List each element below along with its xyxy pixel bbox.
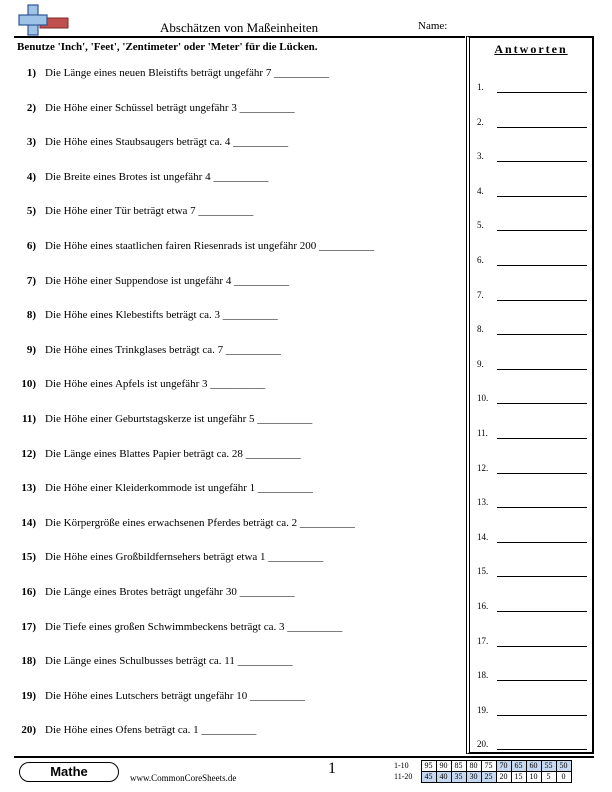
answer-blank[interactable] bbox=[497, 161, 587, 162]
question-number: 11) bbox=[21, 413, 36, 425]
score-cell: 50 bbox=[556, 761, 571, 772]
question-20 bbox=[14, 724, 465, 740]
question-9 bbox=[14, 344, 465, 360]
score-cell: 25 bbox=[481, 772, 496, 783]
answer-number: 5. bbox=[477, 220, 484, 231]
answer-number: 8. bbox=[477, 324, 484, 335]
score-cell: 95 bbox=[421, 761, 436, 772]
answer-row-16 bbox=[477, 601, 589, 613]
answer-number: 18. bbox=[477, 670, 489, 681]
name-label: Name: bbox=[418, 20, 448, 32]
answer-blank[interactable] bbox=[497, 576, 587, 577]
answer-row-19 bbox=[477, 705, 589, 717]
question-text: Die Tiefe eines großen Schwimmbeckens beträgt ca. 3 __________ bbox=[45, 620, 343, 633]
answer-number: 20. bbox=[477, 739, 489, 750]
question-number: 10) bbox=[21, 378, 36, 391]
score-row bbox=[394, 761, 571, 772]
question-text: Die Höhe einer Schüssel beträgt ungefähr 3 __________ bbox=[45, 101, 295, 114]
answer-row-1 bbox=[477, 82, 589, 94]
answer-blank[interactable] bbox=[497, 334, 587, 335]
answer-blank[interactable] bbox=[497, 127, 587, 128]
instructions: Benutze 'Inch', 'Feet', 'Zentimeter' oder 'Meter' für die Lücken. bbox=[17, 41, 318, 53]
questions-panel bbox=[14, 36, 465, 754]
answer-blank[interactable] bbox=[497, 369, 587, 370]
answer-blank[interactable] bbox=[497, 265, 587, 266]
question-15 bbox=[14, 551, 465, 567]
question-number: 17) bbox=[21, 620, 36, 633]
question-5 bbox=[14, 205, 465, 221]
answers-header: Antworten bbox=[494, 42, 568, 56]
answer-column bbox=[466, 36, 594, 754]
question-10 bbox=[14, 378, 465, 394]
score-cell: 15 bbox=[511, 772, 526, 783]
question-text: Die Länge eines Blattes Papier beträgt ca. 28 __________ bbox=[45, 447, 301, 460]
score-cell: 85 bbox=[451, 761, 466, 772]
question-text: Die Höhe eines Staubsaugers beträgt ca. 4 __________ bbox=[45, 136, 289, 149]
question-1 bbox=[14, 67, 465, 83]
score-row bbox=[394, 772, 571, 783]
question-12 bbox=[14, 448, 465, 464]
question-number: 18) bbox=[21, 655, 36, 668]
question-text: Die Höhe eines staatlichen fairen Riesenrads ist ungefähr 200 __________ bbox=[45, 240, 374, 252]
score-row-label: 1-10 bbox=[394, 761, 409, 770]
answer-row-5 bbox=[477, 220, 589, 232]
answer-blank[interactable] bbox=[497, 611, 587, 612]
question-text: Die Länge eines Brotes beträgt ungefähr 30 __________ bbox=[45, 586, 295, 598]
question-text: Die Breite eines Brotes ist ungefähr 4 __________ bbox=[45, 170, 269, 183]
question-number: 6) bbox=[26, 240, 36, 252]
question-19 bbox=[14, 690, 465, 706]
answer-number: 15. bbox=[477, 566, 489, 577]
answer-row-7 bbox=[477, 290, 589, 302]
answer-row-18 bbox=[477, 670, 589, 682]
score-cell: 45 bbox=[421, 772, 436, 783]
score-cell: 10 bbox=[526, 772, 541, 783]
question-7 bbox=[14, 275, 465, 291]
question-number: 16) bbox=[21, 586, 36, 598]
score-cell: 20 bbox=[496, 772, 511, 783]
question-number: 1) bbox=[26, 67, 36, 79]
answer-blank[interactable] bbox=[497, 473, 587, 474]
question-text: Die Höhe einer Tür beträgt etwa 7 __________ bbox=[45, 205, 254, 218]
answer-row-11 bbox=[477, 428, 589, 440]
answer-row-12 bbox=[477, 463, 589, 475]
answer-row-20 bbox=[477, 739, 589, 751]
score-cell: 65 bbox=[511, 761, 526, 772]
question-number: 8) bbox=[26, 309, 36, 322]
worksheet-title: Abschätzen von Maßeinheiten bbox=[160, 20, 319, 35]
answer-number: 7. bbox=[477, 289, 484, 300]
question-2 bbox=[14, 102, 465, 118]
score-table bbox=[394, 760, 572, 783]
answer-blank[interactable] bbox=[497, 196, 587, 197]
question-number: 2) bbox=[26, 101, 36, 114]
score-cell: 70 bbox=[496, 761, 511, 772]
answer-number: 13. bbox=[477, 497, 489, 508]
answer-row-14 bbox=[477, 532, 589, 544]
answer-blank[interactable] bbox=[497, 300, 587, 301]
subject-badge: Mathe bbox=[19, 762, 119, 782]
answer-row-9 bbox=[477, 359, 589, 371]
footer bbox=[14, 756, 594, 784]
question-text: Die Höhe eines Apfels ist ungefähr 3 __________ bbox=[45, 378, 266, 391]
score-cell: 35 bbox=[451, 772, 466, 783]
answer-number: 19. bbox=[477, 704, 489, 715]
score-cell: 75 bbox=[481, 761, 496, 772]
answer-blank[interactable] bbox=[497, 438, 587, 439]
page-number: 1 bbox=[328, 760, 336, 777]
question-16 bbox=[14, 586, 465, 602]
question-11 bbox=[14, 413, 465, 429]
question-4 bbox=[14, 171, 465, 187]
score-cell: 40 bbox=[436, 772, 451, 783]
question-text: Die Höhe einer Kleiderkommode ist ungefähr 1 __________ bbox=[45, 482, 313, 495]
answer-row-4 bbox=[477, 186, 589, 198]
answer-blank[interactable] bbox=[497, 542, 587, 543]
answer-number: 2. bbox=[477, 116, 484, 127]
answer-blank[interactable] bbox=[497, 680, 587, 681]
answer-number: 9. bbox=[477, 358, 484, 369]
answer-number: 16. bbox=[477, 601, 489, 611]
answer-blank[interactable] bbox=[497, 403, 587, 404]
question-number: 15) bbox=[21, 551, 36, 564]
question-number: 7) bbox=[26, 274, 36, 287]
answer-number: 14. bbox=[477, 531, 489, 542]
question-number: 5) bbox=[26, 205, 36, 218]
plus-minus-logo-icon bbox=[18, 4, 70, 38]
answer-row-10 bbox=[477, 393, 589, 405]
question-text: Die Höhe einer Geburtstagskerze ist ungefähr 5 __________ bbox=[45, 413, 313, 425]
answer-number: 3. bbox=[477, 151, 484, 162]
answer-row-17 bbox=[477, 636, 589, 648]
question-3 bbox=[14, 136, 465, 152]
question-number: 20) bbox=[21, 724, 36, 737]
answer-number: 1. bbox=[477, 82, 484, 92]
score-cell: 0 bbox=[556, 772, 571, 783]
question-8 bbox=[14, 309, 465, 325]
answer-number: 6. bbox=[477, 255, 484, 265]
answer-number: 4. bbox=[477, 185, 484, 196]
question-14 bbox=[14, 517, 465, 533]
answer-number: 17. bbox=[477, 635, 489, 646]
question-number: 9) bbox=[26, 343, 36, 356]
answer-number: 11. bbox=[477, 428, 488, 438]
score-cell: 30 bbox=[466, 772, 481, 783]
answer-row-2 bbox=[477, 117, 589, 129]
answer-blank[interactable] bbox=[497, 749, 587, 750]
score-cell: 5 bbox=[541, 772, 556, 783]
question-text: Die Höhe eines Klebestifts beträgt ca. 3 __________ bbox=[45, 309, 278, 322]
question-number: 14) bbox=[21, 516, 36, 529]
score-row-label: 11-20 bbox=[394, 772, 413, 781]
question-text: Die Höhe eines Großbildfernsehers beträgt etwa 1 __________ bbox=[45, 551, 324, 564]
question-13 bbox=[14, 482, 465, 498]
answer-number: 12. bbox=[477, 462, 489, 473]
answer-row-13 bbox=[477, 497, 589, 509]
question-text: Die Länge eines neuen Bleistifts beträgt ungefähr 7 __________ bbox=[45, 67, 330, 79]
question-text: Die Höhe eines Trinkglases beträgt ca. 7 __________ bbox=[45, 343, 281, 356]
score-cell: 60 bbox=[526, 761, 541, 772]
question-number: 4) bbox=[26, 170, 36, 183]
question-number: 13) bbox=[21, 482, 36, 495]
score-cell: 80 bbox=[466, 761, 481, 772]
question-text: Die Länge eines Schulbusses beträgt ca. 11 __________ bbox=[45, 655, 293, 668]
question-number: 3) bbox=[26, 136, 36, 149]
answer-row-15 bbox=[477, 566, 589, 578]
answer-row-8 bbox=[477, 324, 589, 336]
answer-number: 10. bbox=[477, 393, 489, 404]
question-text: Die Körpergröße eines erwachsenen Pferdes beträgt ca. 2 __________ bbox=[45, 516, 355, 529]
answer-blank[interactable] bbox=[497, 715, 587, 716]
answer-blank[interactable] bbox=[497, 92, 587, 93]
answer-blank[interactable] bbox=[497, 230, 587, 231]
answer-row-6 bbox=[477, 255, 589, 267]
score-cell: 90 bbox=[436, 761, 451, 772]
question-6 bbox=[14, 240, 465, 256]
question-18 bbox=[14, 655, 465, 671]
website-link[interactable]: www.CommonCoreSheets.de bbox=[130, 773, 237, 783]
score-cell: 55 bbox=[541, 761, 556, 772]
question-text: Die Höhe eines Ofens beträgt ca. 1 __________ bbox=[45, 724, 257, 737]
question-text: Die Höhe eines Lutschers beträgt ungefähr 10 __________ bbox=[45, 689, 305, 702]
question-number: 12) bbox=[21, 447, 36, 460]
answer-row-3 bbox=[477, 151, 589, 163]
answer-blank[interactable] bbox=[497, 507, 587, 508]
question-text: Die Höhe einer Suppendose ist ungefähr 4 __________ bbox=[45, 274, 290, 287]
question-number: 19) bbox=[21, 689, 36, 702]
question-17 bbox=[14, 621, 465, 637]
answer-blank[interactable] bbox=[497, 646, 587, 647]
